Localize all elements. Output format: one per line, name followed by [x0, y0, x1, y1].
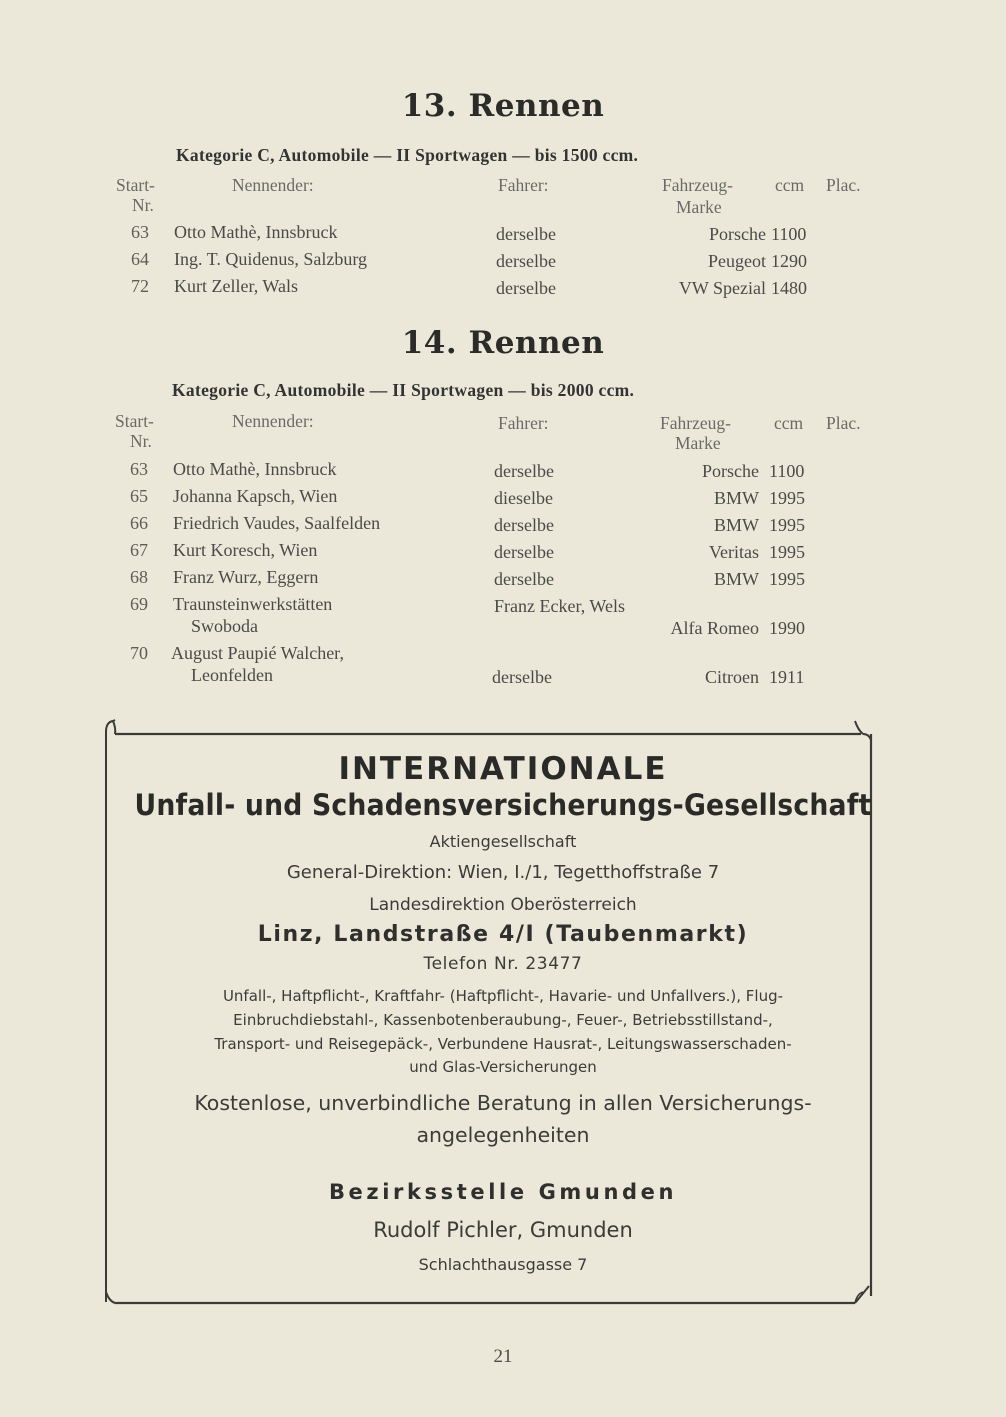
- ad-services-line: und Glas-Versicherungen: [409, 1058, 597, 1076]
- entrant: Kurt Zeller, Wals: [174, 276, 298, 296]
- header-driver: Fahrer:: [498, 413, 549, 433]
- car: BMW: [714, 569, 759, 589]
- ad-regional-office: Landesdirektion Oberösterreich: [369, 895, 637, 915]
- entrant: Otto Mathè, Innsbruck: [173, 459, 337, 479]
- driver: derselbe: [494, 569, 554, 589]
- race-13-title: 13. Rennen: [401, 88, 605, 124]
- entrant: Otto Mathè, Innsbruck: [174, 222, 338, 242]
- header-entrant: Nennender:: [232, 175, 314, 195]
- car: Porsche: [702, 461, 759, 481]
- ccm: 1995: [769, 488, 805, 508]
- ad-contact-person: Rudolf Pichler, Gmunden: [373, 1218, 633, 1242]
- car: Alfa Romeo: [670, 618, 759, 638]
- start-number: 63: [131, 222, 149, 242]
- ad-legal-form: Aktiengesellschaft: [429, 832, 577, 851]
- driver: derselbe: [496, 224, 556, 244]
- ccm: 1480: [771, 278, 807, 298]
- start-number: 69: [130, 594, 148, 614]
- ccm: 1100: [769, 461, 805, 481]
- ad-services-line: Unfall-, Haftpflicht-, Kraftfahr- (Haftpflicht-, Havarie- und Unfallvers.), Flug-: [222, 987, 784, 1005]
- ad-advice: Kostenlose, unverbindliche Beratung in allen Versicherungs-: [194, 1091, 812, 1115]
- start-number: 66: [130, 513, 148, 533]
- header-ccm: ccm: [775, 175, 805, 195]
- ad-branch-office: Bezirksstelle Gmunden: [328, 1180, 678, 1204]
- header-brand: Marke: [676, 197, 722, 217]
- ad-head-office: General-Direktion: Wien, I./1, Tegetthoffstraße 7: [286, 862, 720, 883]
- entrant: August Paupié Walcher,: [171, 643, 344, 663]
- header-ccm: ccm: [774, 413, 804, 433]
- car: Veritas: [709, 542, 759, 562]
- page-number: 21: [493, 1346, 513, 1367]
- entrant: Kurt Koresch, Wien: [173, 540, 318, 560]
- header-start: Start-: [116, 175, 155, 195]
- header-place: Plac.: [826, 175, 861, 195]
- ad-services-line: Transport- und Reisegepäck-, Verbundene Hausrat-, Leitungswasserschaden-: [214, 1035, 792, 1053]
- car: BMW: [714, 488, 759, 508]
- car: Peugeot: [708, 251, 766, 271]
- entrant: Traunsteinwerkstätten: [173, 594, 333, 614]
- driver: Franz Ecker, Wels: [494, 596, 625, 616]
- entrant-line-2: Swoboda: [191, 616, 258, 636]
- driver: dieselbe: [494, 488, 553, 508]
- driver: derselbe: [496, 251, 556, 271]
- entrant: Johanna Kapsch, Wien: [173, 486, 338, 506]
- ccm: 1911: [769, 667, 805, 687]
- header-brand: Marke: [675, 433, 721, 453]
- car: Porsche: [709, 224, 766, 244]
- ccm: 1990: [769, 618, 805, 638]
- header-vehicle: Fahrzeug-: [662, 175, 733, 195]
- start-number: 64: [131, 249, 149, 269]
- ad-address: Linz, Landstraße 4/I (Taubenmarkt): [257, 922, 749, 947]
- start-number: 68: [130, 567, 148, 587]
- header-vehicle: Fahrzeug-: [660, 413, 731, 433]
- ccm: 1995: [769, 515, 805, 535]
- race-14-subtitle: Kategorie C, Automobile — II Sportwagen — bis 2000 ccm.: [172, 380, 635, 400]
- header-nr: Nr.: [132, 195, 154, 215]
- ad-company-name: INTERNATIONALE: [338, 751, 668, 787]
- driver: derselbe: [496, 278, 556, 298]
- ad-advice-cont: angelegenheiten: [416, 1123, 590, 1147]
- entrant: Ing. T. Quidenus, Salzburg: [174, 249, 367, 269]
- header-place: Plac.: [826, 413, 861, 433]
- car: Citroen: [705, 667, 759, 687]
- header-nr: Nr.: [130, 431, 152, 451]
- ccm: 1995: [769, 569, 805, 589]
- ad-phone: Telefon Nr. 23477: [423, 954, 583, 974]
- start-number: 67: [130, 540, 148, 560]
- header-entrant: Nennender:: [232, 411, 314, 431]
- header-driver: Fahrer:: [498, 175, 549, 195]
- entrant: Franz Wurz, Eggern: [173, 567, 319, 587]
- start-number: 72: [131, 276, 149, 296]
- car: VW Spezial: [678, 278, 766, 298]
- header-start: Start-: [115, 411, 154, 431]
- ccm: 1290: [771, 251, 807, 271]
- start-number: 65: [130, 486, 148, 506]
- driver: derselbe: [494, 515, 554, 535]
- ad-street: Schlachthausgasse 7: [418, 1255, 588, 1274]
- car: BMW: [714, 515, 759, 535]
- race-14-title: 14. Rennen: [401, 325, 605, 361]
- start-number: 63: [130, 459, 148, 479]
- start-number: 70: [130, 643, 148, 663]
- ccm: 1100: [771, 224, 807, 244]
- race-13-subtitle: Kategorie C, Automobile — II Sportwagen — bis 1500 ccm.: [176, 145, 639, 165]
- entrant-line-2: Leonfelden: [191, 665, 273, 685]
- driver: derselbe: [494, 461, 554, 481]
- ccm: 1995: [769, 542, 805, 562]
- entrant: Friedrich Vaudes, Saalfelden: [173, 513, 381, 533]
- driver: derselbe: [492, 667, 552, 687]
- ad-company-type: Unfall- und Schadensversicherungs-Gesellschaft: [134, 788, 872, 822]
- driver: derselbe: [494, 542, 554, 562]
- ad-services-line: Einbruchdiebstahl-, Kassenbotenberaubung-, Feuer-, Betriebsstillstand-,: [233, 1011, 773, 1029]
